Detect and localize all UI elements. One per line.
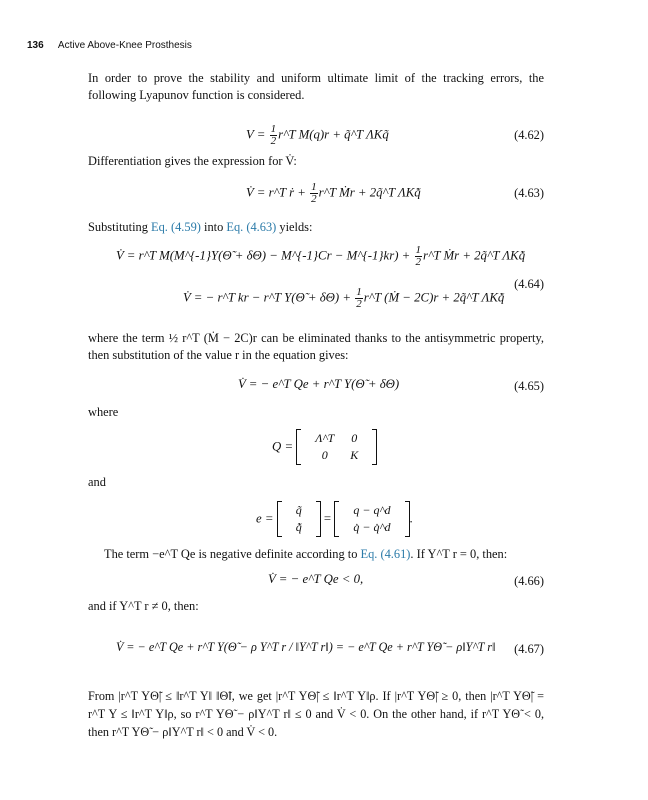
running-title: Active Above-Knee Prosthesis — [57, 40, 192, 51]
eq-lhs: V̇ = r^T ṙ + — [246, 185, 306, 200]
equation-number: (4.67) — [514, 642, 544, 656]
equation-Q-matrix: Q = Λ^T 0 0 K — [88, 425, 544, 471]
paragraph-substituting: Substituting Eq. (4.59) into Eq. (4.63) yields: — [88, 220, 313, 234]
matrix-Q: Λ^T 0 0 K — [296, 429, 377, 465]
equation-4-63: V̇ = r^T ṙ + $\frac{1}{2}$ r^T Ṁr + 2q̃^T ΛKq̃̇ (4.63) — [246, 181, 544, 205]
eq-ref-4-63[interactable]: Eq. (4.63) — [226, 220, 277, 234]
paragraph-intro: In order to prove the stability and uniform ultimate limit of the tracking errors, the following Lyapunov function is considered. — [88, 71, 544, 102]
paragraph-antisymmetric: where the term ½ r^T (Ṁ − 2C)r can be eliminated thanks to the antisymmetric property, then substitution of the value r in the equation gives: — [88, 331, 544, 362]
running-header — [27, 40, 192, 51]
equation-number: (4.64) — [514, 277, 544, 291]
eq-body: V̇ = − e^T Qe + r^T Y(Θ̃ − ρ Y^T r / ‖Y^T r‖) = − e^T Qe + r^T YΘ̃ − ρ‖Y^T r‖ — [116, 640, 496, 654]
and-label: and — [88, 475, 106, 489]
eq-lhs: V = — [246, 127, 266, 142]
eq-line-2: V̇ = − r^T kr − r^T Y(Θ̃ + δΘ) + — [183, 290, 352, 305]
paragraph-conclusion: From |r^T YΘ̃| ≤ ‖r^T Y‖ ‖Θ̃‖, we get |r^T YΘ̃| ≤ ‖r^T Y‖ρ. If |r^T YΘ̃| ≥ 0, then |r^T YΘ̃| = r^T Y ≤ ‖r^T Y‖ρ, so r^T YΘ̃ − ρ‖Y^T r‖ ≤ 0 and V̇ < 0. On the other hand, if r^T YΘ̃ < 0, then r^T YΘ̃ − ρ‖Y^T r‖ < 0 and V̇ < 0. — [88, 689, 544, 739]
equation-4-67 — [88, 628, 544, 674]
equation-number: (4.63) — [514, 186, 544, 200]
paragraph-negative-definite: The term −e^T Qe is negative definite according to Eq. (4.61). If Y^T r = 0, then: — [104, 547, 508, 561]
eq-ref-4-59[interactable]: Eq. (4.59) — [151, 220, 201, 234]
equation-e-vector: e = q̃ q̃̇ = q − q^d q̇ − q̇^d . — [88, 497, 544, 543]
equation-number: (4.66) — [514, 574, 544, 588]
equation-4-62: V = $\frac{1}{2}$ r^T M(q)r + q̃^T ΛKq̃ (4.62) — [246, 123, 544, 147]
where-label: where — [88, 405, 119, 419]
paragraph-differentiation: Differentiation gives the expression for V̇: — [88, 154, 297, 168]
equation-number: (4.65) — [514, 379, 544, 393]
eq-body: V̇ = − e^T Qe < 0, — [268, 572, 364, 586]
eq-rhs: r^T M(q)r + q̃^T ΛKq̃ — [278, 127, 389, 142]
vector-qtilde: q̃ q̃̇ — [277, 501, 321, 537]
eq-rhs: r^T Ṁr + 2q̃^T ΛKq̃̇ — [318, 185, 421, 200]
eq-line-1: V̇ = r^T M(M^{-1}Y(Θ̃ + δΘ) − M^{-1}Cr − M^{-1}kr) + — [116, 248, 411, 263]
equation-4-64: V̇ = r^T M(M^{-1}Y(Θ̃ + δΘ) − M^{-1}Cr − M^{-1}kr) + $\frac{1}{2}$ r^T Ṁr + 2q̃^T ΛKq̃̇ V̇ = − r^T kr − r^T Y(Θ̃ + δΘ) + $\frac{1}{2}$ r^T (Ṁ − 2C)r + 2q̃^T ΛKq̃̇ (4.64) — [116, 244, 544, 310]
eq-ref-4-61[interactable]: Eq. (4.61) — [360, 547, 411, 561]
paragraph-if-nonzero: and if Y^T r ≠ 0, then: — [88, 599, 199, 613]
equation-number: (4.62) — [514, 128, 544, 142]
eq-body: V̇ = − e^T Qe + r^T Y(Θ̃ + δΘ) — [238, 377, 400, 391]
equation-4-65 — [88, 375, 544, 399]
vector-q-minus-qd: q − q^d q̇ − q̇^d — [334, 501, 409, 537]
equation-4-66 — [88, 570, 544, 594]
page-number: 136 — [27, 40, 44, 51]
